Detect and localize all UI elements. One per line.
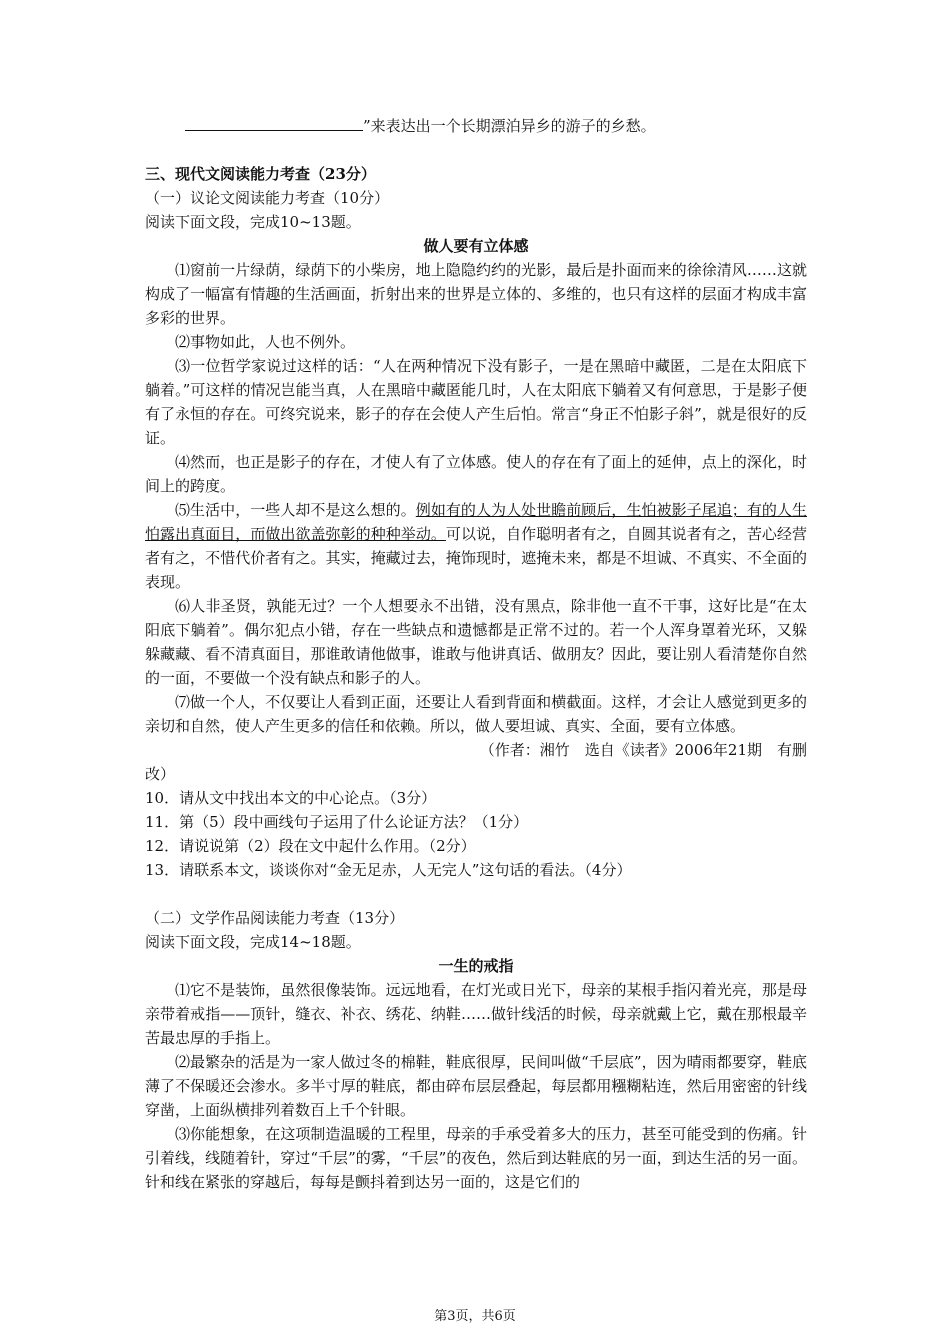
part1-heading: （一）议论文阅读能力考查（10分） <box>145 189 390 207</box>
article1-source: （作者：湘竹 选自《读者》2006年21期 有删 <box>479 741 807 759</box>
part2-instruction: 阅读下面文段，完成14~18题。 <box>145 933 361 951</box>
question-12: 12．请说说第（2）段在文中起什么作用。（2分） <box>145 837 476 855</box>
para5-lead: ⑸生活中，一些人却不是这么想的。 <box>175 501 416 519</box>
answer-blank[interactable] <box>185 112 363 131</box>
spacer <box>145 882 807 906</box>
article1-para-1: ⑴窗前一片绿荫，绿荫下的小柴房，地上隐隐约约的光影，最后是扑面而来的徐徐清风……这就构成了一幅富有情趣的生活画面，折射出来的世界是立体的、多维的，也只有这样的层面才构成丰富多彩的世界。 <box>145 261 807 327</box>
para5-rest: 可以说，自作聪明者有之，自圆其说者有之，苦心经营者有之，不惜代价者有之。其实，掩藏过去，掩饰现时，遮掩未来，都是不坦诚、不真实、不全面的表现。 <box>145 525 807 591</box>
article1-para-7: ⑺做一个人，不仅要让人看到正面，还要让人看到背面和横截面。这样，才会让人感觉到更多的亲切和自然，使人产生更多的信任和依赖。所以，做人要坦诚、真实、全面，要有立体感。 <box>145 693 807 735</box>
section-title: 三、现代文阅读能力考查（23分） <box>145 165 376 183</box>
article2-title: 一生的戒指 <box>438 957 514 975</box>
article1-para-3: ⑶一位哲学家说过这样的话：“人在两种情况下没有影子，一是在黑暗中藏匿，二是在太阳底下躺着。”可这样的情况岂能当真，人在黑暗中藏匿能几时，人在太阳底下躺着又有何意思，于是影子便有了永恒的存在。可终究说来，影子的存在会使人产生后怕。常言“身正不怕影子斜”，就是很好的反证。 <box>145 357 807 447</box>
article2-para-2: ⑵最繁杂的活是为一家人做过冬的棉鞋，鞋底很厚，民间叫做“千层底”，因为晴雨都要穿，鞋底薄了不保暖还会渗水。多半寸厚的鞋底，都由碎布层层叠起，每层都用糨糊粘连，然后用密密的针线穿凿，上面纵横排列着数百上千个针眼。 <box>145 1053 807 1119</box>
article1-source-cont: 改） <box>145 765 176 783</box>
question-11: 11．第（5）段中画线句子运用了什么论证方法？（1分） <box>145 813 529 831</box>
part1-instruction: 阅读下面文段，完成10~13题。 <box>145 213 361 231</box>
fill-in-suffix: ”来表达出一个长期漂泊异乡的游子的乡愁。 <box>363 117 656 135</box>
article1-para-2: ⑵事物如此，人也不例外。 <box>175 333 356 351</box>
question-13: 13．请联系本文，谈谈你对“金无足赤，人无完人”这句话的看法。（4分） <box>145 861 632 879</box>
part2-heading: （二）文学作品阅读能力考查（13分） <box>145 909 405 927</box>
para5-underlined-sentence: 例如有的人为人处世瞻前顾后，生怕被影子尾追；有的人生怕露出真面目，而做出欲盖弥彰的种种举动。 <box>145 501 807 543</box>
article1-title: 做人要有立体感 <box>423 237 529 255</box>
article2-para-1: ⑴它不是装饰，虽然很像装饰。远远地看，在灯光或日光下，母亲的某根手指闪着光亮，那是母亲带着戒指——顶针，缝衣、补衣、绣花、纳鞋……做针线活的时候，母亲就戴上它，戴在那根最辛苦最忠厚的手指上。 <box>145 981 807 1047</box>
article1-para-6: ⑹人非圣贤，孰能无过？一个人想要永不出错，没有黑点，除非他一直不干事，这好比是“在太阳底下躺着”。偶尔犯点小错，存在一些缺点和遗憾都是正常不过的。若一个人浑身罩着光环，又躲躲藏藏、看不清真面目，那谁敢请他做事，谁敢与他讲真话、做朋友？因此，要让别人看清楚你自然的一面，不要做一个没有缺点和影子的人。 <box>145 597 807 687</box>
fill-in-line <box>145 112 807 138</box>
question-10: 10．请从文中找出本文的中心论点。（3分） <box>145 789 437 807</box>
article2-para-3: ⑶你能想象，在这项制造温暖的工程里，母亲的手承受着多大的压力，甚至可能受到的伤痛。针引着线，线随着针，穿过“千层”的雾，“千层”的夜色，然后到达鞋底的另一面，到达生活的另一面。针和线在紧张的穿越后，每每是颤抖着到达另一面的，这是它们的 <box>145 1125 807 1191</box>
page-footer: 第3页，共6页 <box>434 1309 516 1324</box>
article1-para-4: ⑷然而，也正是影子的存在，才使人有了立体感。使人的存在有了面上的延伸，点上的深化，时间上的跨度。 <box>145 453 807 495</box>
page-content <box>145 112 807 1194</box>
article1-para-5 <box>145 498 807 594</box>
